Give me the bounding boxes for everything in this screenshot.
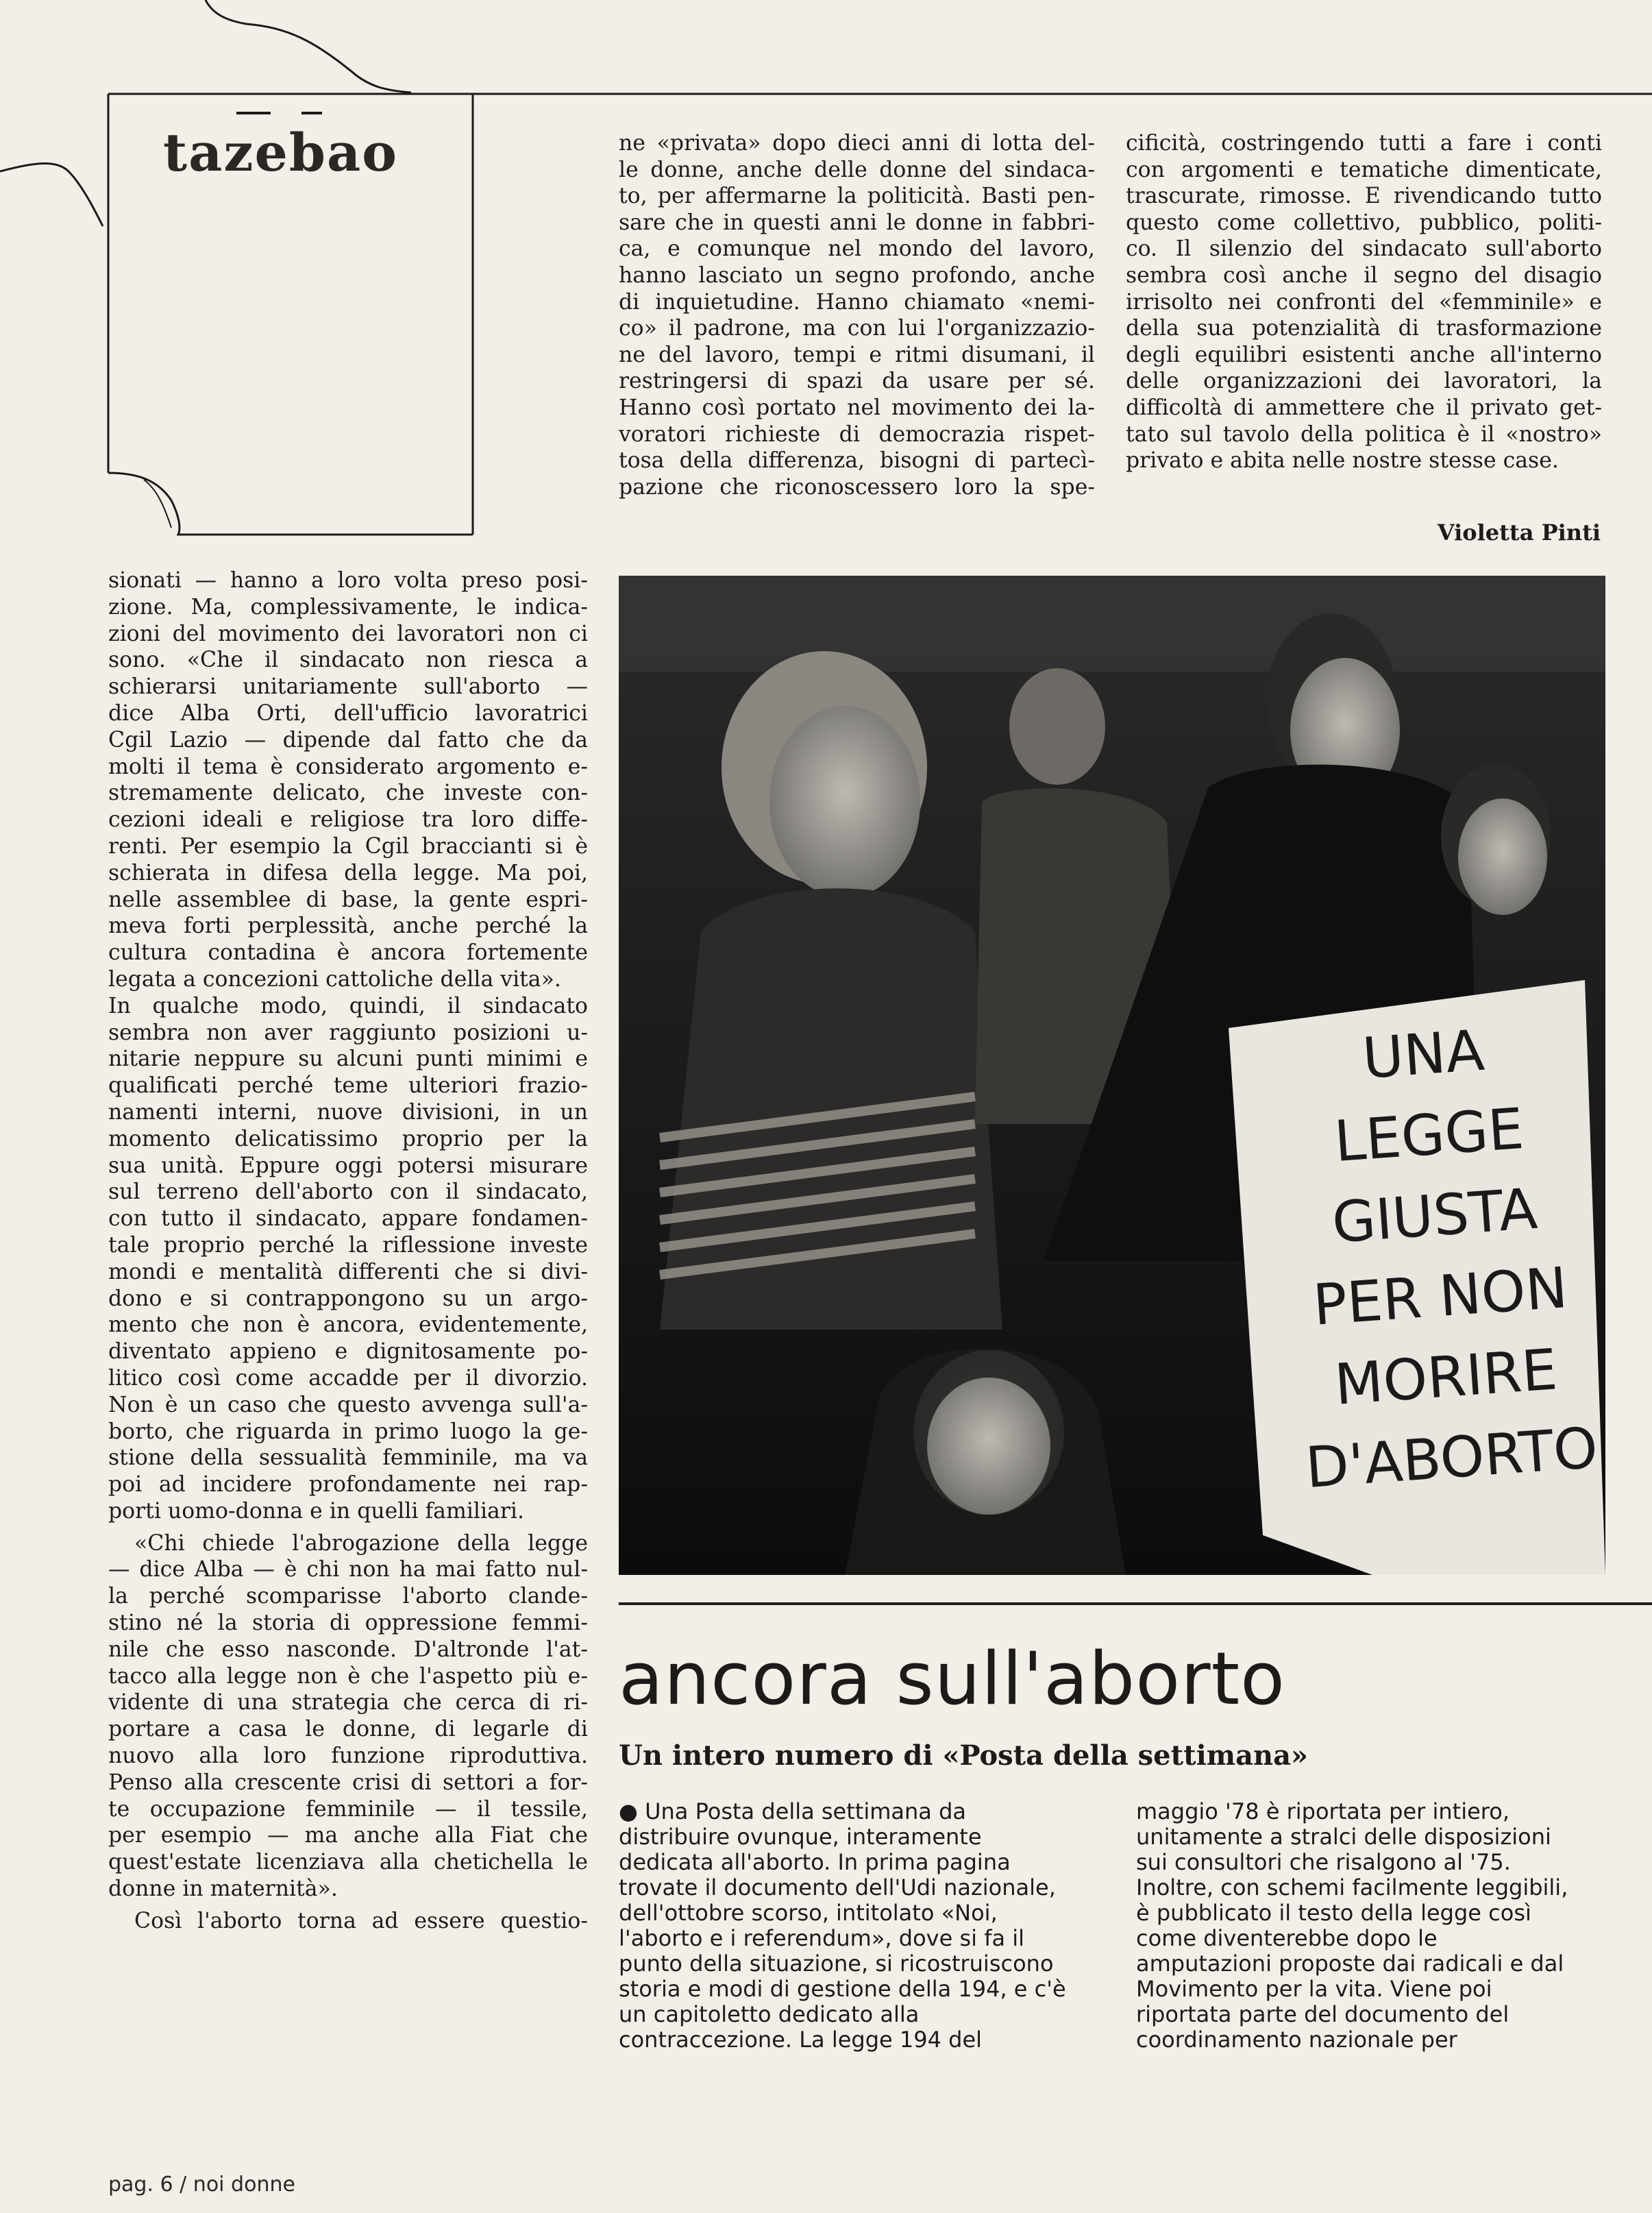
text-line: questo come collettivo, pubblico, politi- bbox=[1126, 210, 1602, 235]
text-line: distribuire ovunque, interamente bbox=[619, 1824, 982, 1850]
top-column-3 bbox=[1126, 130, 1602, 474]
text-line: nuovo alla loro funzione riproduttiva. bbox=[108, 1744, 588, 1769]
text-line: Non è un caso che questo avvenga sull'a- bbox=[108, 1392, 588, 1417]
sign-line: D'ABORTO bbox=[1303, 1415, 1600, 1502]
text-line: porti uomo-donna e in quelli familiari. bbox=[108, 1498, 524, 1524]
text-line: In qualche modo, quindi, il sindacato bbox=[108, 993, 588, 1018]
text-line: zione. Ma, complessivamente, le indica- bbox=[108, 594, 588, 620]
text-line: come diventerebbe dopo le bbox=[1136, 1926, 1438, 1951]
text-line: sare che in questi anni le donne in fabbri- bbox=[619, 210, 1095, 235]
text-line: di inquietudine. Hanno chiamato «nemi- bbox=[619, 289, 1095, 315]
text-line: hanno lasciato un segno profondo, anche bbox=[619, 262, 1095, 288]
text-line: l'aborto e i referendum», dove si fa il bbox=[619, 1926, 1025, 1951]
text-line: privato e abita nelle nostre stesse case. bbox=[1126, 448, 1559, 474]
protest-photo bbox=[619, 576, 1605, 1575]
text-line: nelle assemblee di base, la gente espri- bbox=[108, 887, 588, 912]
text-line: ne «privata» dopo dieci anni di lotta del- bbox=[619, 131, 1095, 156]
text-line: contraccezione. La legge 194 del bbox=[619, 2027, 983, 2053]
author-signature: Violetta Pinti bbox=[1437, 519, 1601, 546]
text-line: te occupazione femminile — il tessile, bbox=[108, 1796, 588, 1822]
text-line: irrisolto nei confronti del «femminile» e bbox=[1126, 289, 1602, 315]
article-column-2 bbox=[1136, 1799, 1616, 2053]
text-line: storia e modi di gestione della 194, e c'è bbox=[619, 1977, 1066, 2002]
text-line: per esempio — ma anche alla Fiat che bbox=[108, 1823, 588, 1848]
text-line: trascurate, rimosse. E rivendicando tutto bbox=[1126, 184, 1602, 209]
text-line: to, per affermarne la politicità. Basti pen- bbox=[619, 184, 1095, 209]
text-line: litico così come accadde per il divorzio. bbox=[108, 1365, 588, 1391]
text-line: amputazioni proposte dai radicali e dal bbox=[1136, 1951, 1564, 1977]
text-line: delle organizzazioni dei lavoratori, la bbox=[1126, 369, 1602, 394]
text-line: restringersi di spazi da usare per sé. bbox=[619, 369, 1095, 394]
text-line: molti il tema è considerato argomento e- bbox=[108, 754, 588, 779]
text-line: co» il padrone, ma con lui l'organizzazio- bbox=[619, 316, 1095, 341]
text-line: dono e si contrappongono su un argo- bbox=[108, 1286, 588, 1311]
text-line: Hanno così portato nel movimento dei la- bbox=[619, 395, 1095, 420]
text-line: momento delicatissimo proprio per la bbox=[108, 1126, 588, 1151]
text-line: legata a concezioni cattoliche della vita». bbox=[108, 966, 561, 992]
text-line: Penso alla crescente crisi di settori a for- bbox=[108, 1770, 588, 1795]
text-line: mondi e mentalità differenti che si divi- bbox=[108, 1259, 588, 1284]
text-line: cezioni ideali e religiose tra loro diffe- bbox=[108, 807, 588, 833]
text-line: ● Una Posta della settimana da bbox=[619, 1799, 966, 1824]
text-line: le donne, anche delle donne del sindaca- bbox=[619, 157, 1095, 182]
text-line: maggio '78 è riportata per intiero, bbox=[1136, 1799, 1509, 1824]
text-line: «Chi chiede l'abrogazione della legge bbox=[134, 1530, 588, 1556]
text-line: un capitoletto dedicato alla bbox=[619, 2002, 920, 2027]
text-line: difficoltà di ammettere che il privato get- bbox=[1126, 395, 1602, 420]
text-line: ca, e comunque nel mondo del lavoro, bbox=[619, 236, 1095, 262]
text-line: coordinamento nazionale per bbox=[1136, 2027, 1457, 2053]
protest-sign bbox=[1260, 1003, 1615, 1510]
text-line: con tutto il sindacato, appare fondamen- bbox=[108, 1206, 588, 1232]
text-line: ne del lavoro, tempi e ritmi disumani, il bbox=[619, 342, 1095, 367]
text-line: voratori richieste di democrazia rispet- bbox=[619, 421, 1095, 447]
text-line: schierata in difesa della legge. Ma poi, bbox=[108, 860, 588, 885]
text-line: sono. «Che il sindacato non riesca a bbox=[108, 648, 588, 673]
text-line: trovate il documento dell'Udi nazionale, bbox=[619, 1875, 1056, 1900]
text-line: portare a casa le donne, di legarle di bbox=[108, 1717, 588, 1742]
page-footer: pag. 6 / noi donne bbox=[108, 2173, 295, 2197]
text-line: degli equilibri esistenti anche all'interno bbox=[1126, 342, 1602, 367]
text-line: Inoltre, con schemi facilmente leggibili, bbox=[1136, 1875, 1568, 1900]
article-column-1 bbox=[619, 1799, 1098, 2053]
text-line: la perché scomparisse l'aborto clande- bbox=[108, 1584, 588, 1609]
text-line: con argomenti e tematiche dimenticate, bbox=[1126, 157, 1602, 182]
text-line: sembra non aver raggiunto posizioni u- bbox=[108, 1020, 588, 1045]
text-line: sembra così anche il segno del disagio bbox=[1126, 262, 1602, 288]
sign-line: UNA LEGGE bbox=[1332, 1018, 1526, 1175]
sign-line: MORIRE bbox=[1332, 1337, 1559, 1418]
text-line: co. Il silenzio del sindacato sull'aborto bbox=[1126, 236, 1602, 262]
text-line: zioni del movimento dei lavoratori non ci bbox=[108, 621, 588, 646]
text-line: Cgil Lazio — dipende dal fatto che da bbox=[108, 727, 588, 753]
sign-line: PER NON bbox=[1311, 1256, 1570, 1338]
text-line: stione della sessualità femminile, ma va bbox=[108, 1445, 588, 1471]
text-line: tale proprio perché la riflessione investe bbox=[108, 1232, 588, 1258]
text-line: mento che non è ancora, evidentemente, bbox=[108, 1312, 588, 1338]
text-line: renti. Per esempio la Cgil braccianti si è bbox=[108, 833, 588, 859]
text-line: della sua potenzialità di trasformazione bbox=[1126, 316, 1602, 341]
text-line: tacco alla legge non è che l'aspetto più e- bbox=[108, 1663, 588, 1689]
sign-line: GIUSTA bbox=[1330, 1176, 1540, 1256]
left-column bbox=[108, 567, 588, 1935]
text-line: unitamente a stralci delle disposizioni bbox=[1136, 1824, 1551, 1850]
text-line: nitarie neppure su alcuni punti minimi e bbox=[108, 1047, 588, 1072]
text-line: quest'estate licenziava alla chetichella le bbox=[108, 1850, 588, 1875]
text-line: riportata parte del documento del bbox=[1136, 2002, 1509, 2027]
text-line: stremamente delicato, che investe con- bbox=[108, 781, 588, 806]
text-line: diventato appieno e dignitosamente po- bbox=[108, 1339, 588, 1365]
text-line: poi ad incidere profondamente nei rap- bbox=[108, 1472, 588, 1497]
article-headline: ancora sull'aborto bbox=[619, 1637, 1286, 1721]
text-line: pazione che riconoscessero loro la spe- bbox=[619, 474, 1095, 500]
text-line: è pubblicato il testo della legge così bbox=[1136, 1900, 1531, 1926]
text-line: sua unità. Eppure oggi potersi misurare bbox=[108, 1153, 588, 1178]
text-line: vidente di una strategia che cerca di ri- bbox=[108, 1690, 588, 1715]
text-line: Movimento per la vita. Viene poi bbox=[1136, 1977, 1492, 2002]
text-line: tato sul tavolo della politica è il «nostro» bbox=[1126, 421, 1602, 447]
text-line: cificità, costringendo tutti a fare i conti bbox=[1126, 131, 1602, 156]
article-subhead: Un intero numero di «Posta della settimana» bbox=[619, 1739, 1309, 1772]
text-line: punto della situazione, si ricostruiscono bbox=[619, 1951, 1054, 1977]
text-line: cultura contadina è ancora fortemente bbox=[108, 940, 588, 966]
text-line: nile che esso nasconde. D'altronde l'at- bbox=[108, 1637, 588, 1662]
text-line: donne in maternità». bbox=[108, 1876, 338, 1902]
text-line: — dice Alba — è chi non ha mai fatto nul- bbox=[108, 1557, 588, 1582]
text-line: tosa della differenza, bisogni di partecì- bbox=[619, 448, 1095, 474]
top-column-2 bbox=[619, 130, 1095, 500]
text-line: dedicata all'aborto. In prima pagina bbox=[619, 1850, 1011, 1875]
text-line: borto, che riguarda in primo luogo la ge- bbox=[108, 1419, 588, 1444]
text-line: schierarsi unitariamente sull'aborto — bbox=[108, 674, 588, 700]
text-line: dell'ottobre scorso, intitolato «Noi, bbox=[619, 1900, 998, 1926]
section-title: tazebao bbox=[163, 122, 398, 183]
text-line: stino né la storia di oppressione femmi- bbox=[108, 1611, 588, 1636]
text-line: meva forti perplessità, anche perché la bbox=[108, 914, 588, 939]
text-line: sul terreno dell'aborto con il sindacato, bbox=[108, 1179, 588, 1205]
text-line: qualificati perché teme ulteriori frazio- bbox=[108, 1073, 588, 1099]
text-line: Così l'aborto torna ad essere questio- bbox=[134, 1908, 588, 1933]
text-line: sionati — hanno a loro volta preso posi- bbox=[108, 568, 588, 593]
section-divider bbox=[619, 1602, 1652, 1605]
text-line: dice Alba Orti, dell'ufficio lavoratrici bbox=[108, 700, 588, 726]
text-line: namenti interni, nuove divisioni, in un bbox=[108, 1099, 588, 1125]
text-line: sui consultori che risalgono al '75. bbox=[1136, 1850, 1511, 1875]
